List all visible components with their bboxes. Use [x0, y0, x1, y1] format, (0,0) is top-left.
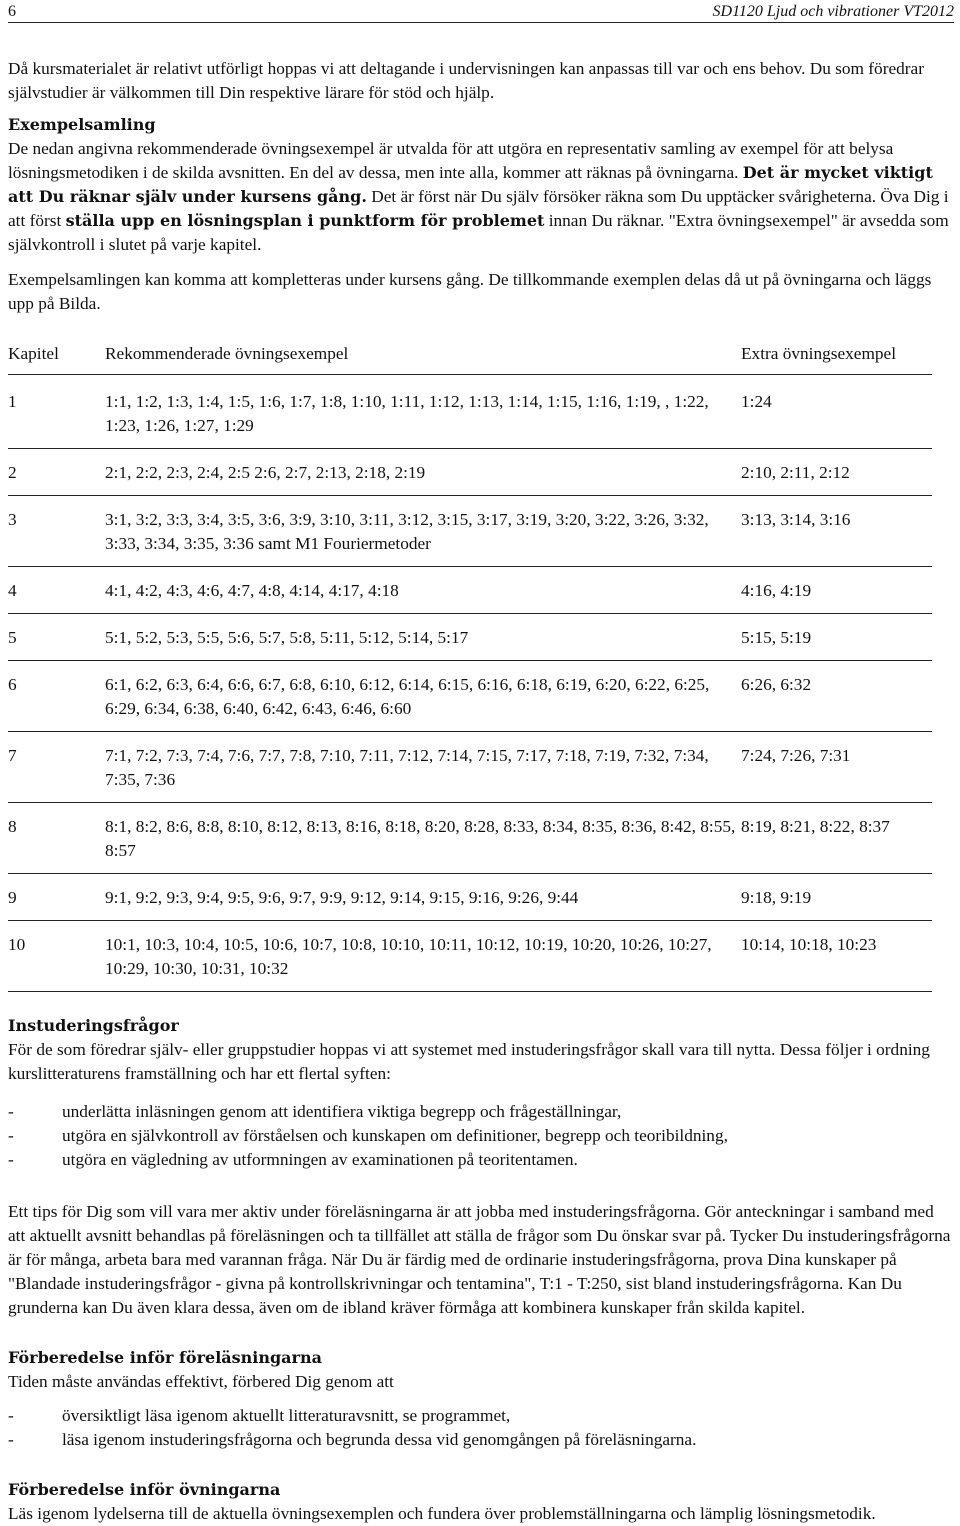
cell-rekommenderade: 2:1, 2:2, 2:3, 2:4, 2:5 2:6, 2:7, 2:13, 2:18, 2:19 — [105, 449, 741, 496]
cell-rekommenderade: 9:1, 9:2, 9:3, 9:4, 9:5, 9:6, 9:7, 9:9, 9:12, 9:14, 9:15, 9:16, 9:26, 9:44 — [105, 874, 741, 921]
cell-extra: 5:15, 5:19 — [741, 614, 932, 661]
instuderingsfragor-paragraph: För de som föredrar själv- eller gruppstudier hoppas vi att systemet med instuderingsfrågor skall vara till nytta. Dessa följer i ordning kurslitteraturens framställning och har ett flertal syften: — [8, 1040, 930, 1083]
cell-rekommenderade: 6:1, 6:2, 6:3, 6:4, 6:6, 6:7, 6:8, 6:10, 6:12, 6:14, 6:15, 6:16, 6:18, 6:19, 6:20, 6:22, 6:25, 6:29, 6:34, 6:38, 6:40, 6:42, 6:43, 6:46, 6:60 — [105, 661, 741, 732]
cell-rekommenderade: 5:1, 5:2, 5:3, 5:5, 5:6, 5:7, 5:8, 5:11, 5:12, 5:14, 5:17 — [105, 614, 741, 661]
list-dash: - — [8, 1102, 14, 1121]
cell-kapitel: 8 — [8, 803, 105, 874]
list-dash: - — [8, 1126, 14, 1145]
cell-kapitel: 9 — [8, 874, 105, 921]
table-row — [8, 732, 932, 803]
cell-extra: 10:14, 10:18, 10:23 — [741, 921, 932, 992]
page-number: 6 — [8, 3, 16, 20]
cell-extra: 8:19, 8:21, 8:22, 8:37 — [741, 803, 932, 874]
list-item — [8, 1428, 954, 1452]
exempelsamling-heading: Exempelsamling — [8, 115, 156, 134]
cell-extra: 7:24, 7:26, 7:31 — [741, 732, 932, 803]
cell-kapitel: 2 — [8, 449, 105, 496]
list-dash: - — [8, 1150, 14, 1169]
cell-extra: 1:24 — [741, 375, 932, 449]
cell-rekommenderade: 1:1, 1:2, 1:3, 1:4, 1:5, 1:6, 1:7, 1:8, 1:10, 1:11, 1:12, 1:13, 1:14, 1:15, 1:16, 1:19, , 1:22, 1:23, 1:26, 1:27, 1:29 — [105, 375, 741, 449]
exempelsamling-text-c: innan Du räknar. "Extra övningsexempel" är avsedda som självkontroll i slutet på varje kapitel. — [8, 211, 949, 254]
table-row — [8, 614, 932, 661]
table-row — [8, 496, 932, 567]
list-item-text: översiktligt läsa igenom aktuellt litteraturavsnitt, se programmet, — [62, 1406, 511, 1425]
list-item — [8, 1404, 954, 1428]
page-header — [8, 0, 954, 23]
cell-kapitel: 7 — [8, 732, 105, 803]
table-row — [8, 921, 932, 992]
list-item — [8, 1100, 954, 1124]
cell-extra: 6:26, 6:32 — [741, 661, 932, 732]
cell-extra: 4:16, 4:19 — [741, 567, 932, 614]
cell-rekommenderade: 4:1, 4:2, 4:3, 4:6, 4:7, 4:8, 4:14, 4:17, 4:18 — [105, 567, 741, 614]
cell-extra: 9:18, 9:19 — [741, 874, 932, 921]
table-row — [8, 661, 932, 732]
cell-rekommenderade: 8:1, 8:2, 8:6, 8:8, 8:10, 8:12, 8:13, 8:16, 8:18, 8:20, 8:28, 8:33, 8:34, 8:35, 8:36, 8:42, 8:55, 8:57 — [105, 803, 741, 874]
cell-kapitel: 3 — [8, 496, 105, 567]
exempelsamling-paragraph-2: Exempelsamlingen kan komma att kompletteras under kursens gång. De tillkommande exemplen delas då ut på övningarna och läggs upp på Bilda. — [8, 270, 932, 313]
table-row — [8, 874, 932, 921]
cell-kapitel: 1 — [8, 375, 105, 449]
cell-rekommenderade: 3:1, 3:2, 3:3, 3:4, 3:5, 3:6, 3:9, 3:10, 3:11, 3:12, 3:15, 3:17, 3:19, 3:20, 3:22, 3:26, 3:32, 3:33, 3:34, 3:35, 3:36 samt M1 Fouriermetoder — [105, 496, 741, 567]
cell-extra: 3:13, 3:14, 3:16 — [741, 496, 932, 567]
column-header-rekommenderade: Rekommenderade övningsexempel — [105, 342, 741, 375]
exempelsamling-paragraph — [8, 137, 954, 257]
table-row — [8, 567, 932, 614]
list-dash: - — [8, 1406, 14, 1425]
list-item-text: utgöra en självkontroll av förståelsen och kunskapen om definitioner, begrepp och teoribildning, — [62, 1126, 728, 1145]
exempelsamling-emphasis-1: Det är mycket viktigt att Du räknar själv under kursens gång. — [8, 163, 933, 206]
list-item-text: utgöra en vägledning av utformningen av examinationen på teoritentamen. — [62, 1150, 578, 1169]
table-row — [8, 449, 932, 496]
forelasningar-paragraph: Tiden måste användas effektivt, förbered Dig genom att — [8, 1372, 394, 1391]
list-dash: - — [8, 1430, 14, 1449]
list-item — [8, 1124, 954, 1148]
preparation-list — [8, 1404, 954, 1452]
tips-paragraph: Ett tips för Dig som vill vara mer aktiv under föreläsningarna är att jobba med instuderingsfrågorna. Gör anteckningar i samband med att aktuellt avsnitt behandlas på föreläsningen och ta tillfället att ställa de frågor som Du önskar svar på. Tycker Du instuderingsfrågorna är för många, arbeta bara med varannan fråga. När Du är färdig med de ordinarie instuderingsfrågorna, prova Dina kunskaper på "Blandade instuderingsfrågor - givna på kontrollskrivningar och tentamina", T:1 - T:250, sist bland instuderingsfrågorna. Kan Du grunderna kan Du även klara dessa, även om de ibland kräver förmåga att kombinera kunskaper från skilda kapitel. — [8, 1202, 951, 1317]
column-header-kapitel: Kapitel — [8, 342, 105, 375]
list-item-text: läsa igenom instuderingsfrågorna och begrunda dessa vid genomgången på föreläsningarna. — [62, 1430, 697, 1449]
cell-kapitel: 10 — [8, 921, 105, 992]
list-item — [8, 1148, 954, 1172]
forelasningar-heading: Förberedelse inför föreläsningarna — [8, 1348, 322, 1367]
cell-kapitel: 6 — [8, 661, 105, 732]
ovningar-heading: Förberedelse inför övningarna — [8, 1480, 281, 1499]
cell-kapitel: 5 — [8, 614, 105, 661]
exempelsamling-emphasis-2: ställa upp en lösningsplan i punktform för problemet — [65, 211, 545, 230]
ovningar-paragraph: Läs igenom lydelserna till de aktuella övningsexemplen och fundera över problemställningarna och lämplig lösningsmetodik. — [8, 1504, 876, 1523]
exempelsamling-text-b: Det är först när Du själv försöker räkna som Du upptäcker svårigheterna. Öva Dig i att först — [8, 187, 949, 230]
exempelsamling-section — [8, 113, 954, 316]
cell-extra: 2:10, 2:11, 2:12 — [741, 449, 932, 496]
forelasningar-section — [8, 1346, 954, 1452]
list-item-text: underlätta inläsningen genom att identifiera viktiga begrepp och frågeställningar, — [62, 1102, 622, 1121]
instuderingsfragor-heading: Instuderingsfrågor — [8, 1016, 179, 1035]
table-header-row — [8, 342, 932, 375]
cell-kapitel: 4 — [8, 567, 105, 614]
document-page — [8, 0, 954, 1526]
table-row — [8, 375, 932, 449]
cell-rekommenderade: 10:1, 10:3, 10:4, 10:5, 10:6, 10:7, 10:8, 10:10, 10:11, 10:12, 10:19, 10:20, 10:26, 10:27, 10:29, 10:30, 10:31, 10:32 — [105, 921, 741, 992]
instuderingsfragor-section — [8, 1014, 954, 1320]
exempelsamling-text-a: De nedan angivna rekommenderade övningsexempel är utvalda för att utgöra en representativ samling av exempel för att belysa lösningsmetodiken i de skilda avsnitten. En del av dessa, men inte alla, kommer att räknas på övningarna. — [8, 139, 894, 182]
purpose-list — [8, 1100, 954, 1172]
cell-rekommenderade: 7:1, 7:2, 7:3, 7:4, 7:6, 7:7, 7:8, 7:10, 7:11, 7:12, 7:14, 7:15, 7:17, 7:18, 7:19, 7:32, 7:34, 7:35, 7:36 — [105, 732, 741, 803]
intro-paragraph: Då kursmaterialet är relativt utförligt hoppas vi att deltagande i undervisningen kan anpassas till var och ens behov. Du som föredrar självstudier är välkommen till Din respektive lärare för stöd och hjälp. — [8, 59, 924, 102]
column-header-extra: Extra övningsexempel — [741, 342, 932, 375]
table-row — [8, 803, 932, 874]
ovningar-section — [8, 1478, 954, 1526]
course-title: SD1120 Ljud och vibrationer VT2012 — [712, 3, 954, 20]
exercise-table — [8, 342, 932, 992]
